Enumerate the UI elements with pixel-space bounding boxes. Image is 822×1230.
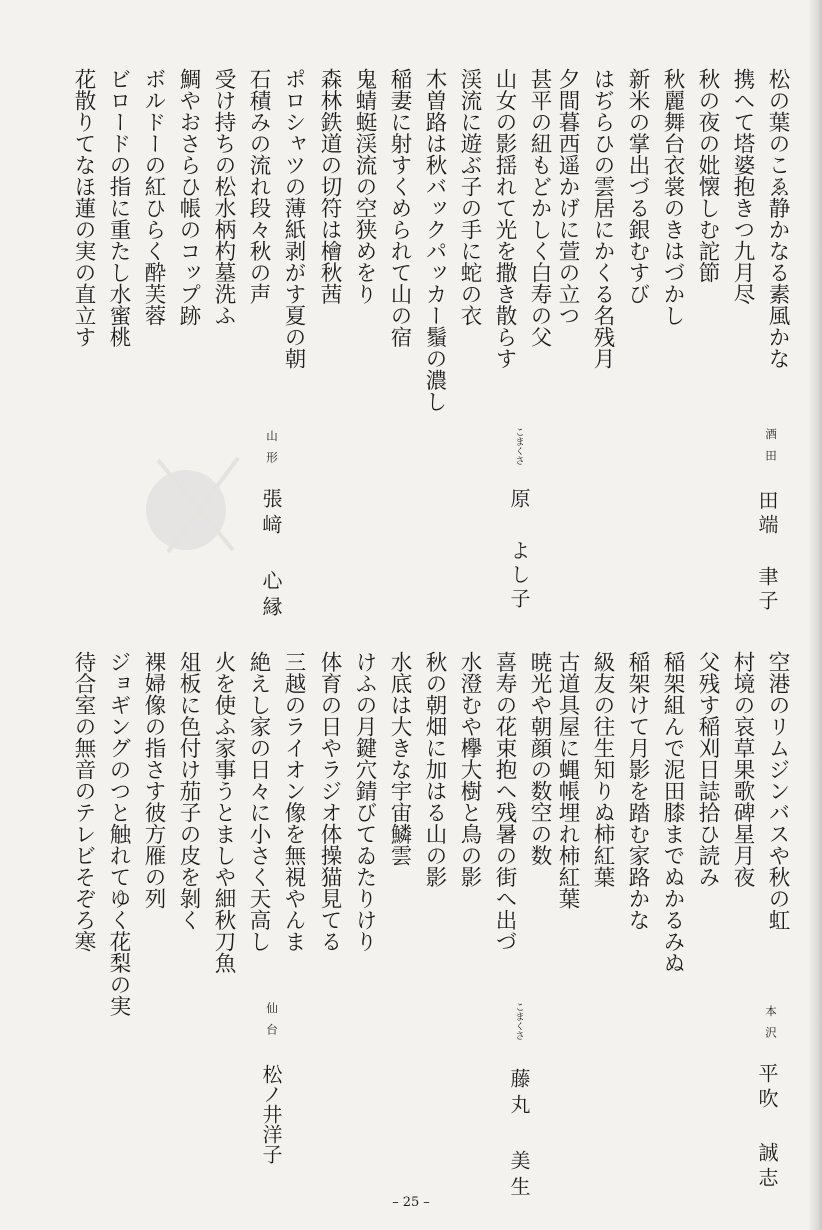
author-name: 田端 聿子 xyxy=(755,490,779,614)
haiku-line: 稲架組んで泥田膝までぬかるみぬ xyxy=(660,651,685,974)
haiku-line: 水底は大きな宇宙鱗雲 xyxy=(387,651,412,866)
author-name: 平吹 誠志 xyxy=(755,1063,779,1192)
haiku-line: 山女の影揺れて光を撒き散らす xyxy=(492,68,517,369)
author-region: 酒田 xyxy=(764,428,778,471)
author-name: 松ノ井洋子 xyxy=(259,1064,283,1164)
haiku-line: 新米の掌出づる銀むすび xyxy=(625,68,650,305)
group-ruby: こまくさ xyxy=(513,1002,524,1040)
page-number xyxy=(0,1195,822,1210)
haiku-line: 村境の哀草果歌碑星月夜 xyxy=(730,651,755,888)
haiku-line: 鯛やおさらひ帳のコップ跡 xyxy=(176,68,201,326)
haiku-line: 空港のリムジンバスや秋の虹 xyxy=(765,651,790,931)
author-name: 原 よし子 xyxy=(507,488,531,612)
haiku-line: 火を使ふ家事うとましや細秋刀魚 xyxy=(211,651,236,974)
haiku-line: 体育の日やラジオ体操猫見てる xyxy=(317,651,342,952)
haiku-line: 俎板に色付け茄子の皮を剝く xyxy=(176,651,201,931)
haiku-line: 夕間暮西遥かげに萱の立つ xyxy=(555,68,580,326)
haiku-line: 絶えし家の日々に小さく天高し xyxy=(246,651,271,952)
haiku-line: 秋麗舞台衣裳のきはづかし xyxy=(660,68,685,326)
haiku-line: 松の葉のこゑ静かなる素風かな xyxy=(765,68,790,369)
haiku-line: 秋の夜の妣懐しむ詑節 xyxy=(695,68,720,283)
author-region: 山形 xyxy=(265,430,279,473)
haiku-line: ビロードの指に重たし水蜜桃 xyxy=(106,68,131,348)
haiku-line: 待合室の無音のテレビそぞろ寒 xyxy=(71,651,96,952)
haiku-line: 父残す稲刈日誌拾ひ読み xyxy=(695,651,720,888)
haiku-line: 三越のライオン像を無視やんま xyxy=(281,651,306,952)
haiku-line: 喜寿の花束抱へ残暑の街へ出づ xyxy=(492,651,517,952)
group-ruby: こまくさ xyxy=(513,427,524,465)
haiku-line: 渓流に遊ぶ子の手に蛇の衣 xyxy=(457,68,482,326)
haiku-line: ボルドーの紅ひらく酔芙蓉 xyxy=(141,68,166,326)
haiku-line: 石積みの流れ段々秋の声 xyxy=(246,68,271,305)
page-number-dash-left: – xyxy=(392,1195,399,1210)
page-edge xyxy=(808,0,822,1230)
haiku-line: 秋の朝畑に加はる山の影 xyxy=(422,651,447,888)
page-number-value: 25 xyxy=(402,1195,420,1210)
haiku-line: 暁光や朝顔の数空の数 xyxy=(527,651,552,866)
haiku-line: はぢらひの雲居にかくる名残月 xyxy=(590,68,615,369)
haiku-line: 甚平の紐もどかしく白寿の父 xyxy=(527,68,552,348)
haiku-line: けふの月鍵穴錆びてゐたりけり xyxy=(352,651,377,952)
page-number-dash-right: – xyxy=(423,1195,430,1210)
author-name: 張﨑 心縁 xyxy=(259,488,283,622)
haiku-line: 稲架けて月影を踏む家路かな xyxy=(625,651,650,931)
haiku-line: 級友の往生知りぬ柿紅葉 xyxy=(590,651,615,888)
haiku-line: 木曽路は秋バックパッカー鬚の濃し xyxy=(422,68,447,412)
haiku-line: 携へて塔婆抱きつ九月尽 xyxy=(730,68,755,305)
haiku-line: 受け持ちの松水柄杓墓洗ふ xyxy=(211,68,236,326)
author-name: 藤丸 美生 xyxy=(507,1068,531,1202)
haiku-line: 古道具屋に蝿帳埋れ柿紅葉 xyxy=(555,651,580,909)
yarn-ball-illustration xyxy=(138,440,258,560)
haiku-line: 鬼蜻蜓渓流の空狭めをり xyxy=(352,68,377,305)
haiku-line: ジョギングのつと触れてゆく花梨の実 xyxy=(106,651,131,1017)
haiku-line: 花散りてなほ蓮の実の直立す xyxy=(71,68,96,348)
haiku-line: 裸婦像の指さす彼方雁の列 xyxy=(141,651,166,909)
author-region: 本沢 xyxy=(764,1005,778,1048)
haiku-line: ポロシャツの薄紙剥がす夏の朝 xyxy=(281,68,306,369)
haiku-line: 稲妻に射すくめられて山の宿 xyxy=(387,68,412,348)
haiku-line: 水澄むや欅大樹と鳥の影 xyxy=(457,651,482,888)
author-region: 仙台 xyxy=(265,1002,279,1045)
haiku-line: 森林鉄道の切符は檜秋茜 xyxy=(317,68,342,305)
